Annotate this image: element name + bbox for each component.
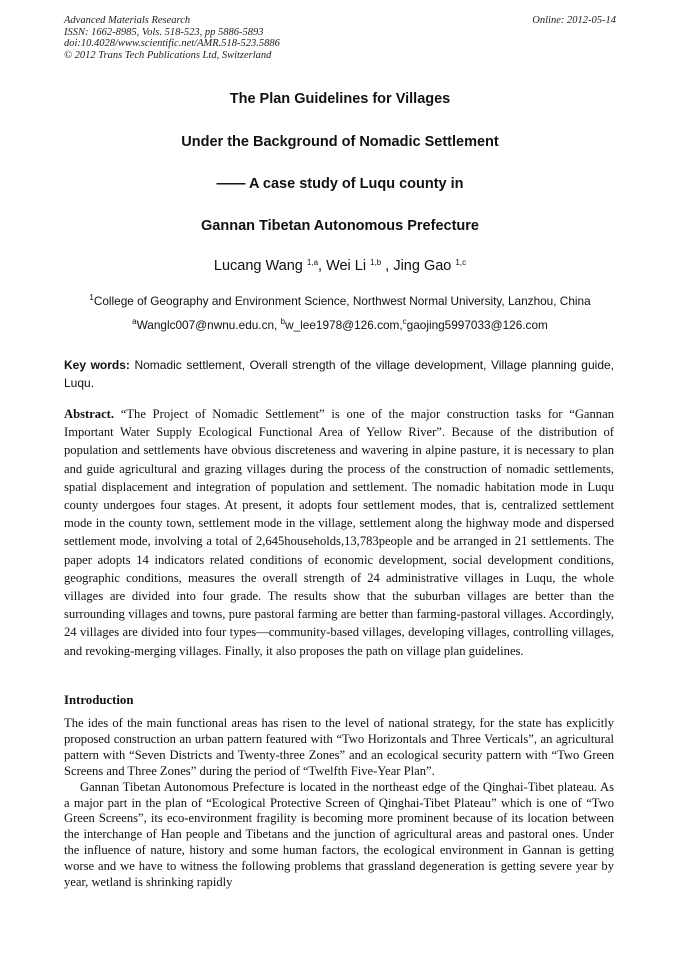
online-date: Online: 2012-05-14	[532, 15, 616, 26]
affiliation-text: College of Geography and Environment Science, Northwest Normal University, Lanzhou, China	[93, 294, 591, 308]
author-affil-marker: 1,b	[370, 258, 382, 267]
title-line-1: The Plan Guidelines for Villages	[229, 91, 451, 107]
email-marker: b	[280, 317, 286, 326]
author-affil-marker: 1,a	[306, 258, 319, 267]
email-address: w_lee1978@126.com,	[285, 318, 403, 332]
title-line-2: Under the Background of Nomadic Settlement	[181, 134, 499, 150]
affiliation	[64, 294, 616, 308]
author-list	[64, 258, 616, 274]
copyright-line: © 2012 Trans Tech Publications Ltd, Switzerland	[64, 49, 272, 61]
journal-name: Advanced Materials Research	[64, 15, 191, 26]
email-marker: a	[132, 317, 137, 326]
title-line-3: —— A case study of Luqu county in	[216, 176, 464, 192]
email-address: gaojing5997033@126.com	[406, 318, 548, 332]
email-address: Wanglc007@nwnu.edu.cn,	[136, 318, 281, 332]
author-emails	[64, 318, 616, 332]
intro-paragraph-2: Gannan Tibetan Autonomous Prefecture is located in the northeast edge of the Qinghai-Tibet plateau. As a major part in the plan of “Ecological Protective Screen of Qinghai-Tibet Plateau” which is one of “Two Green Screens”, its eco-environment fragility is becoming more prominent because of its location between the interchange of Han people and Tibetans and the junction of agricultural areas and pastoral ones. Under the influence of nature, history and some human factors, the ecological environment in Gannan is getting worse and we have to witness the following problems that grassland degeneration is getting severe year by year, wetland is shrinking rapidly	[64, 779, 614, 890]
introduction-body	[64, 716, 614, 891]
section-heading-introduction: Introduction	[64, 693, 134, 707]
abstract	[64, 405, 614, 660]
journal-header	[64, 15, 616, 61]
title-line-4: Gannan Tibetan Autonomous Prefecture	[201, 218, 479, 234]
doi-line: doi:10.4028/www.scientific.net/AMR.518-523.5886	[64, 38, 280, 50]
keywords-text: Nomadic settlement, Overall strength of the village development, Village planning guide, Luqu.	[64, 358, 615, 390]
intro-paragraph-1: The ides of the main functional areas has risen to the level of national strategy, for the state has explicitly proposed construction an urban pattern featured with “Two Horizontals and Three Verticals”, an agricultural pattern with “Seven Districts and Twenty-three Zones” and an ecological security pattern with “Two Green Screens and Three Zones” during the period of “Twelfth Five-Year Plan”.	[64, 716, 614, 778]
author-name: Lucang Wang	[213, 258, 307, 274]
email-marker: c	[402, 317, 407, 326]
author-name: , Jing Gao	[381, 258, 456, 274]
affiliation-marker: 1	[89, 293, 94, 302]
author-affil-marker: 1,c	[455, 258, 467, 267]
abstract-label: Abstract.	[64, 407, 115, 421]
issn-line: ISSN: 1662-8985, Vols. 518-523, pp 5886-5893	[64, 26, 264, 38]
abstract-text: “The Project of Nomadic Settlement” is one of the major construction tasks for “Gannan Important Water Supply Ecological Functional Area of Yellow River”. Because of the distribution of population and settlements have obvious discreteness and wavering in alpine pasture, it is necessary to plan and guide agricultural and grazing villages during the process of the construction of nomadic settlements, spatial displacement and integration of population and settlement. The nomadic habitation mode in Luqu county undergoes four stages. At present, it adopts four settlement modes, that is, centralized settlement mode in the county town, settlement mode in the village, settlement along the highway mode and dispersed settlement mode, involving a total of 2,645households,13,783people and be arranged in 21 settlements. The paper adopts 14 indicators related conditions of economic development, social development conditions, geographic conditions, measures the overall strength of 24 administrative villages in Luqu, the whole villages are divided into four grade. The results show that the suburban villages are better than the surrounding villages and towns, pure pastoral farming are better than farming-pastoral villages. Accordingly, 24 villages are divided into four types—community-based villages, developing villages, controlling villages, and revoking-merging villages. Finally, it also proposes the path on village plan guidelines.	[64, 407, 614, 658]
author-name: , Wei Li	[318, 258, 371, 274]
keywords	[64, 356, 614, 392]
keywords-label: Key words:	[64, 358, 130, 372]
